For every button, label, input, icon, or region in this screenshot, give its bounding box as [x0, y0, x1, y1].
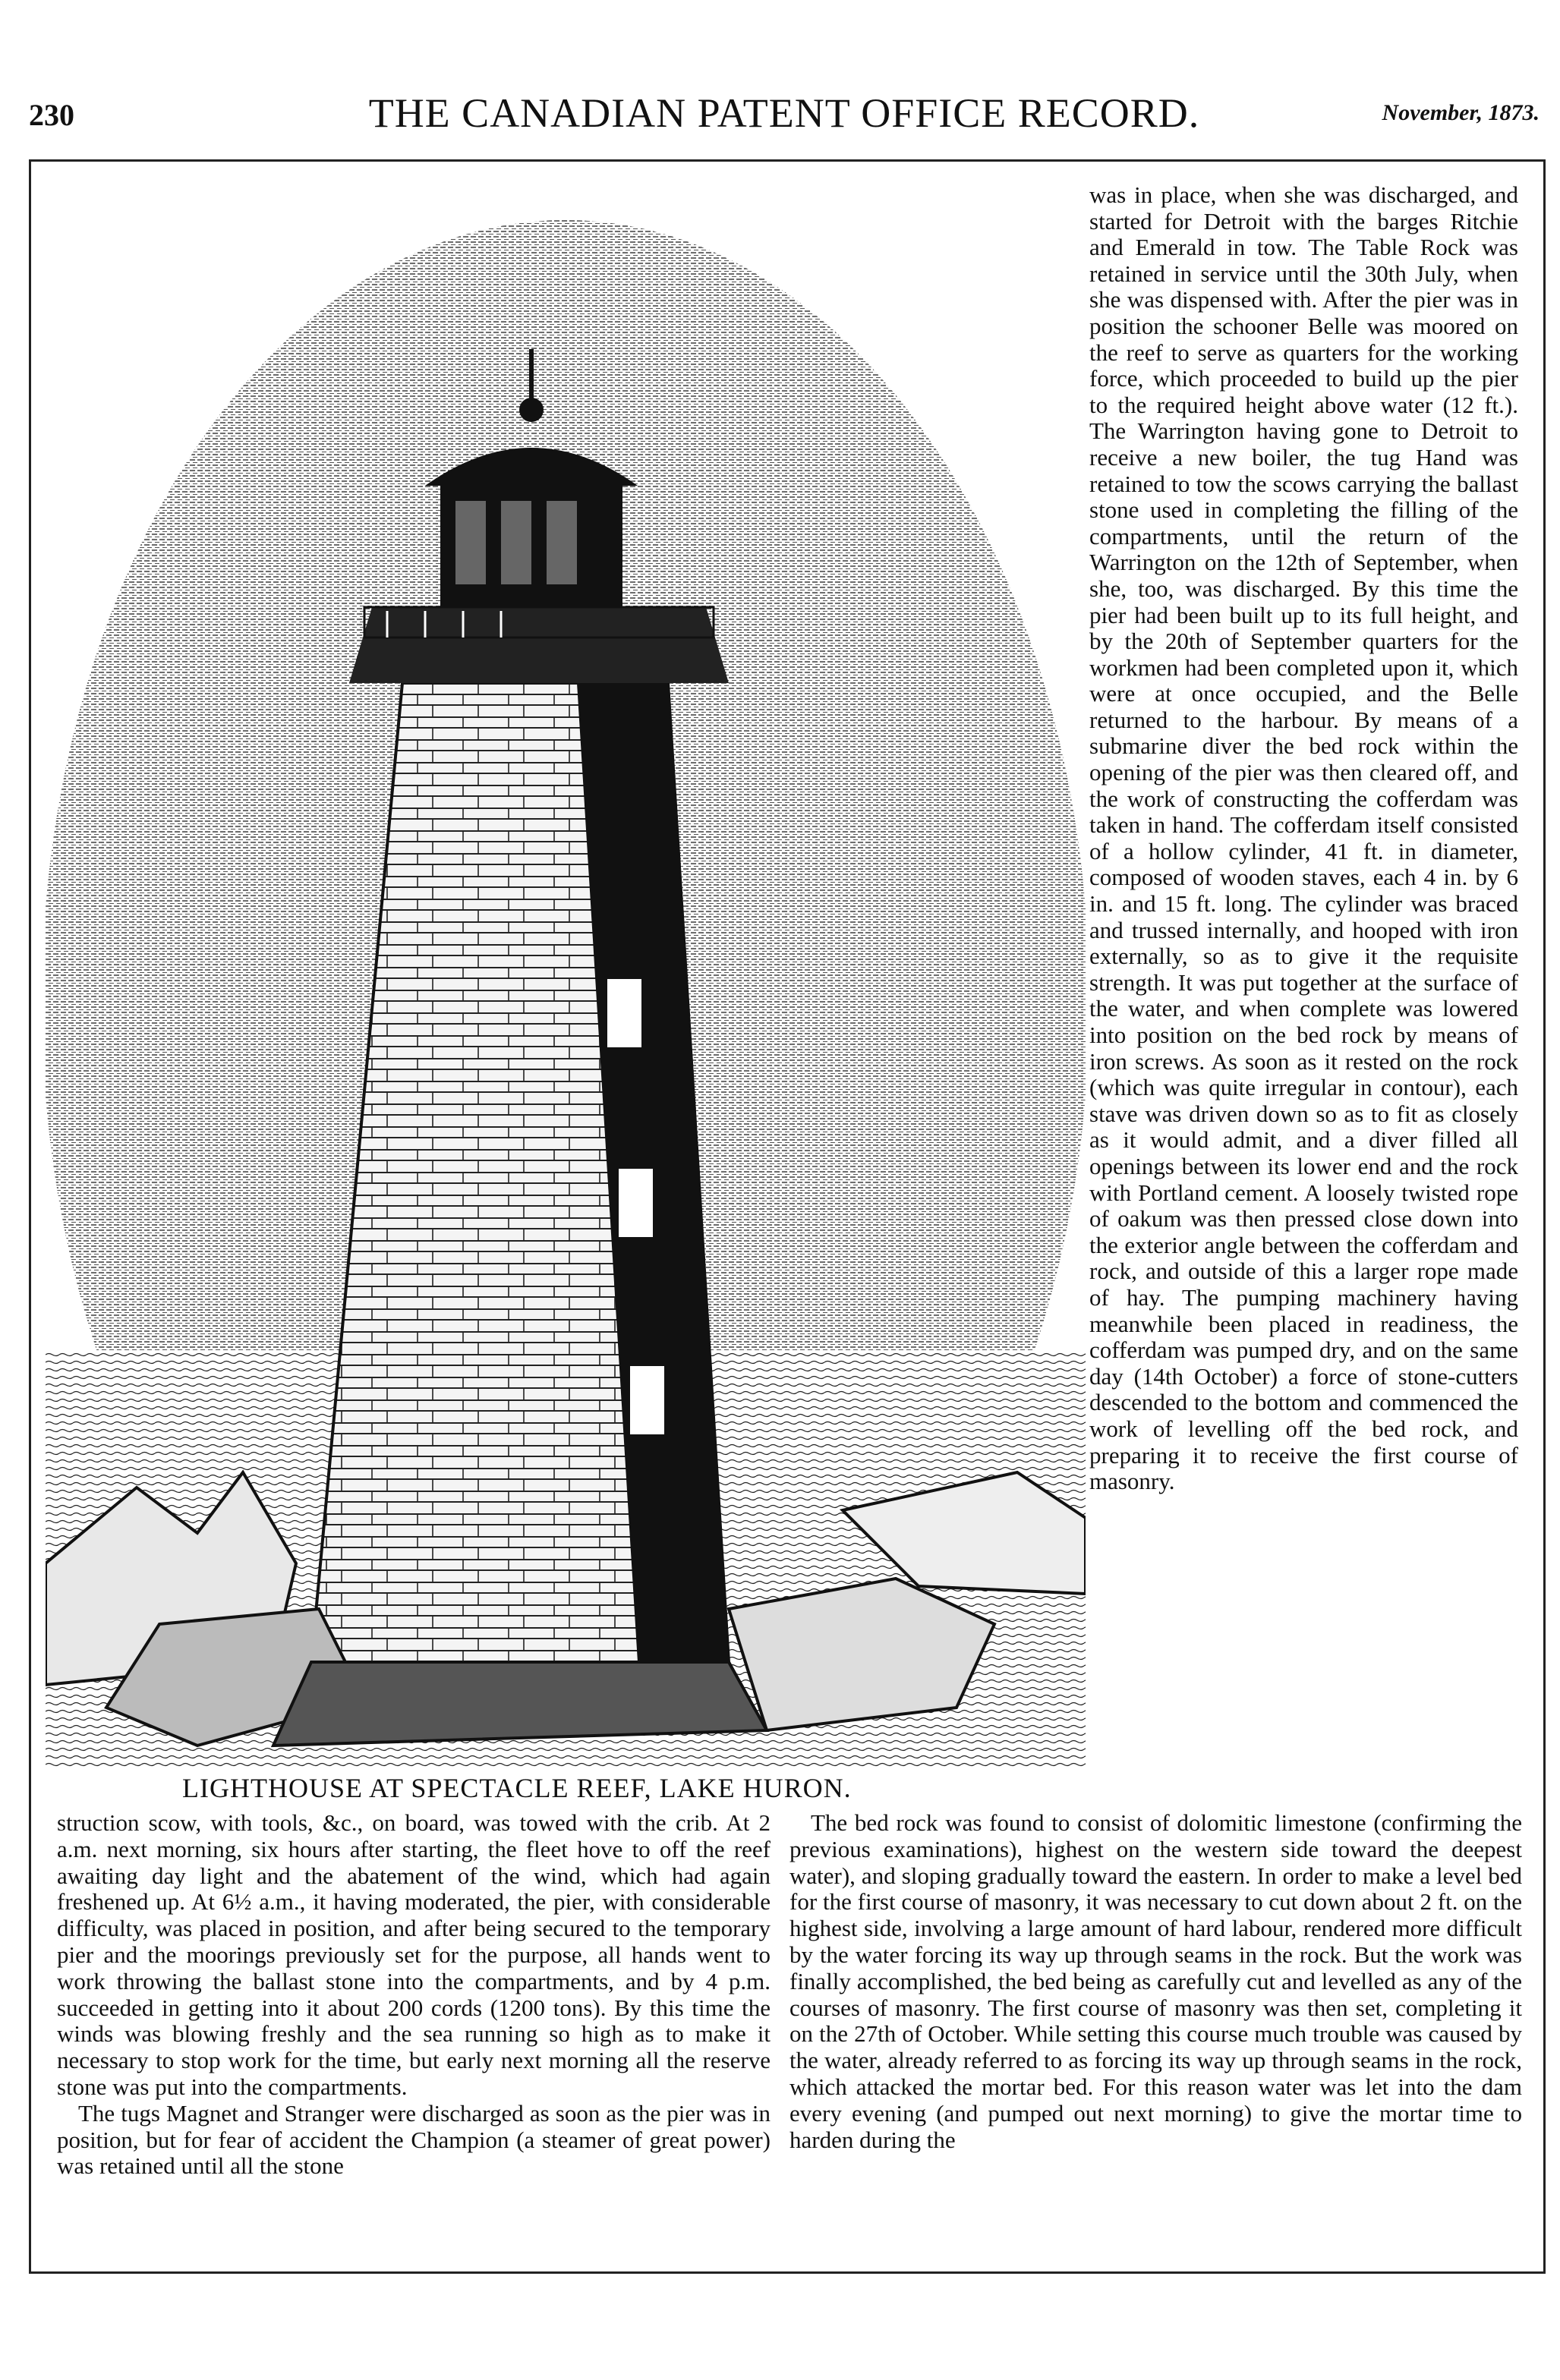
bottom-right-column — [789, 1810, 1522, 2235]
page-header — [29, 90, 1540, 143]
page-number: 230 — [29, 98, 74, 132]
bottom-right-paragraph: The bed rock was found to consist of dolomitic limestone (confirming the previous examinations), highest on the western side toward the deepest water), and sloping gradually toward the eastern. In order to make a level bed for the first course of masonry, it was necessary to cut down about 2 ft. on the highest side, involving a large amount of hard labour, rendered more difficult by the water forcing its way up through seams in the rock. But the work was finally accomplished, the bed being as carefully cut and levelled as any of the courses of masonry. The first course of masonry was then set, completing it on the 27th of October. While setting this course much trouble was caused by the water, already referred to as forcing its way up through seams in the rock, which attacked the mortar bed. For this reason water was let into the dam every evening (and pumped out next morning) to give the mortar time to harden during the — [789, 1810, 1522, 2153]
issue-date: November, 1873. — [1382, 100, 1540, 125]
bottom-left-paragraph-1: struction scow, with tools, &c., on board, was towed with the crib. At 2 a.m. next morning, six hours after starting, the fleet hove to off the reef awaiting day light and the abatement of the wind, which had again freshened up. At 6½ a.m., it having moderated, the pier, with considerable difficulty, was placed in position, and after being secured to the temporary pier and the moorings previously set for the purpose, all hands went to work throwing the ballast stone into the compartments, and by 4 p.m. succeeded in getting into it about 200 cords (1200 tons). By this time the winds was blowing freshly and the sea running so high as to make it necessary to stop work for the time, but early next morning all the reserve stone was put into the compartments. — [57, 1810, 771, 2100]
lighthouse-engraving — [46, 182, 1086, 1768]
illustration-caption: LIGHTHOUSE AT SPECTACLE REEF, LAKE HURON. — [182, 1773, 852, 1803]
bottom-left-column — [57, 1810, 771, 2235]
lighthouse-illustration-svg — [46, 182, 1086, 1768]
right-column-paragraph: was in place, when she was discharged, and started for Detroit with the barges Ritchie and Emerald in tow. The Table Rock was retained in service until the 30th July, when she was dispensed with. After the pier was in position the schooner Belle was moored on the reef to serve as quarters for the working force, which proceeded to build up the pier to the required height above water (12 ft.). The Warrington having gone to Detroit to receive a new boiler, the tug Hand was retained to tow the scows carrying the ballast stone used in completing the filling of the compartments, until the return of the Warrington on the 12th of September, when she, too, was discharged. By this time the pier had been built up to its full height, and by the 20th of September quarters for the workmen had been completed upon it, which were at once occupied, and the Belle returned to the harbour. By means of a submarine diver the bed rock within the opening of the pier was then cleared off, and the work of constructing the cofferdam was taken in hand. The cofferdam itself consisted of a hollow cylinder, 41 ft. in diameter, composed of wooden staves, each 4 in. by 6 in. and 15 ft. long. The cylinder was braced and trussed internally, and hooped with iron externally, so as to give it the requisite strength. It was put together at the surface of the water, and when complete was lowered into position on the bed rock by means of iron screws. As soon as it rested on the rock (which was quite irregular in contour), each stave was driven down so as to fit as closely as it would admit, and a diver filled all openings between its lower end and the rock with Portland cement. A loosely twisted rope of oakum was then pressed close down into the exterior angle between the cofferdam and rock, and outside of this a larger rope made of hay. The pumping machinery having meanwhile been placed in readiness, the cofferdam was pumped dry, and on the same day (14th October) a force of stone-cutters descended to the bottom and commenced the work of levelling off the bed rock, and preparing it to receive the first course of masonry. — [1089, 182, 1518, 1495]
right-column-text — [1089, 182, 1518, 1791]
publication-title: THE CANADIAN PATENT OFFICE RECORD. — [368, 90, 1200, 136]
bottom-left-paragraph-2: The tugs Magnet and Stranger were discharged as soon as the pier was in position, but for fear of accident the Champion (a steamer of great power) was retained until all the stone — [57, 2099, 771, 2180]
